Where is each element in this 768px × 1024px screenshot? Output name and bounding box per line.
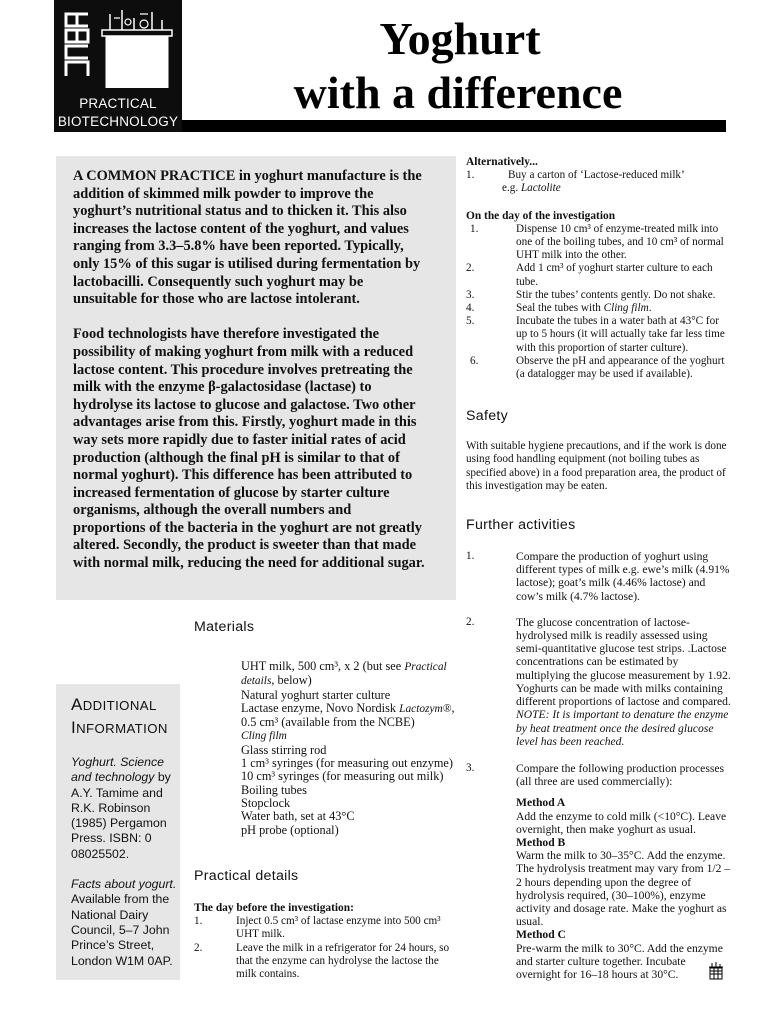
list-item: Glass stirring rod xyxy=(241,742,327,757)
further-activities-heading: Further activities xyxy=(466,517,576,534)
end-mark-icon xyxy=(708,962,724,980)
list-item: 3. Stir the tubes’ contents gently. Do not shake. xyxy=(466,288,716,301)
method-c-text: Pre-warm the milk to 30°C. Add the enzyme and starter culture together. Incubate overnight for 16–18 hours at 30°C. xyxy=(516,941,723,981)
additional-info-box xyxy=(56,684,180,980)
list-item: Cling film xyxy=(241,730,287,743)
practical-section xyxy=(194,902,458,981)
alternatively-item: 1. Buy a carton of ‘Lactose-reduced milk’ e.g. Lactolite xyxy=(466,169,685,195)
list-item: UHT milk, 500 cm³, x 2 (but see Practical details, below) xyxy=(241,659,447,688)
reference-1: Yoghurt. Science and technology by A.Y. Tamime and R.K. Robinson (1985) Pergamon Press. ISBN: 0 08025502. xyxy=(71,755,171,861)
list-item: Natural yoghurt starter culture xyxy=(241,687,391,702)
method-a-text: Add the enzyme to cold milk (<10°C). Leave overnight, then make yoghurt as usual. xyxy=(516,809,727,836)
list-item: 2. Leave the milk in a refrigerator for 24 hours, so that the enzyme can hydrolyse the lactose the milk contains. xyxy=(194,941,450,981)
method-b-heading: Method B xyxy=(516,835,566,849)
list-item: 2. Add 1 cm³ of yoghurt starter culture to each tube. xyxy=(466,262,713,288)
page-title-line1: Yoghurt xyxy=(379,13,541,64)
right-column xyxy=(466,156,732,981)
list-item: Water bath, set at 43°C xyxy=(241,809,355,824)
title-rule xyxy=(182,120,726,132)
alternatively-heading: Alternatively... xyxy=(466,156,538,168)
ncbe-logo xyxy=(54,0,182,132)
practical-heading: Practical details xyxy=(194,868,299,884)
logo-biotechnology: BIOTECHNOLOGY xyxy=(57,114,179,129)
additional-info-heading: ADDITIONAL INFORMATION xyxy=(71,695,168,737)
safety-text: With suitable hygiene precautions, and if the work is done using food handling equipment (not boiling tubes as specified above) in a food preparation area, the product of this investigation may be eaten. xyxy=(466,440,727,492)
list-item: 1. Inject 0.5 cm³ of lactase enzyme into 500 cm³ UHT milk. xyxy=(194,915,441,941)
list-item: 1. Compare the production of yoghurt using different types of milk e.g. ewe’s milk (4.91% lactose); goat’s milk (4.46% lactose) and cow’s milk (4.7% lactose). xyxy=(466,550,730,603)
list-item: Stopclock xyxy=(241,795,291,810)
list-item: pH probe (optional) xyxy=(241,822,339,837)
list-item: Lactase enzyme, Novo Nordisk Lactozym®, 0.5 cm³ (available from the NCBE) xyxy=(241,700,455,730)
materials-list xyxy=(241,660,459,837)
list-item: 4. Seal the tubes with Cling film. xyxy=(466,302,652,315)
day-before-heading: The day before the investigation: xyxy=(194,902,354,914)
intro-box xyxy=(56,156,456,600)
ncbe-letters-logo xyxy=(62,10,92,80)
method-b-text: Warm the milk to 30–35°C. Add the enzyme. The hydrolysis treatment may vary from 1/2 – 2 hours depending upon the degree of hydrolysis required, (30–100%), enzyme activity and dosage rate. Make the yoghurt as usual. xyxy=(516,849,731,929)
list-item: 1 cm³ syringes (for measuring out enzyme) xyxy=(241,756,453,771)
list-item: 10 cm³ syringes (for measuring out milk) xyxy=(241,769,444,784)
list-item: 1. Dispense 10 cm³ of enzyme-treated milk into one of the boiling tubes, and 10 cm³ of normal UHT milk into the other. xyxy=(470,222,724,262)
further-activities-list xyxy=(466,550,732,981)
list-item: 2. The glucose concentration of lactose-hydrolysed milk is readily assessed using semi-quantitative glucose test strips. .Lactose concentrations can be estimated by multiplying the glucose measurement by 1.92. Yoghurts can be made with milks containing different proportions of lactose and compared. NOTE: It is important to denature the enzyme by heat treatment once the desired glucose level has been reached. xyxy=(466,615,731,748)
day-before-steps xyxy=(194,915,458,981)
safety-heading: Safety xyxy=(466,408,509,425)
on-the-day-steps xyxy=(466,223,732,381)
method-c-heading: Method C xyxy=(516,928,566,942)
lab-apparatus-icon xyxy=(100,8,174,88)
list-item: 6. Observe the pH and appearance of the yoghurt (a datalogger may be used if available). xyxy=(470,354,725,381)
list-item: 5. Incubate the tubes in a water bath at 43°C for up to 5 hours (it will actually take far less time with this proportion of starter culture). xyxy=(466,315,725,354)
page-title-line2: with a difference xyxy=(293,67,623,118)
reference-2: Facts about yogurt. Available from the National Dairy Council, 5–7 John Prince’s Street, London W1M 0AP. xyxy=(71,877,177,968)
intro-paragraph-1: A COMMON PRACTICE in yoghurt manufacture is the addition of skimmed milk powder to improve the yoghurt’s nutritional status and to thicken it. This also increases the lactose content of the yoghurt, and values ranging from 3.3–5.8% have been reported. Typically, only 15% of this sugar is utilised during fermentation by lactobacilli. Consequently such yoghurt may be unsuitable for those who are lactose intolerant. xyxy=(73,168,422,308)
materials-heading: Materials xyxy=(194,619,255,635)
list-item: Boiling tubes xyxy=(241,782,307,797)
intro-paragraph-2: Food technologists have therefore investigated the possibility of making yoghurt from milk with a reduced lactose content. This procedure involves pretreating the milk with the enzyme β-galactosidase (lactase) to hydrolyse its lactose to glucose and galactose. Two other advantages arise from this. Firstly, yoghurt made in this way sets more rapidly due to faster initial rates of acid production (although the final pH is similar to that of normal yoghurt). This difference has been attributed to increased fermentation of glucose by starter culture organisms, although the overall numbers and proportions of the bacteria in the yoghurt are not greatly altered. Secondly, the product is sweeter than that made with normal milk, reducing the need for additional sugar. xyxy=(73,326,425,572)
list-item: 3. Compare the following production processes (all three are used commercially): Method A Add the enzyme to cold milk (<10°C). Leave overnight, then make yoghurt as usual. Method B Warm the milk to 30–35°C. Add the enzyme. The hydrolysis treatment may vary from 1/2 – 2 hours depending upon the degree of hydrolysis required, (30–100%), enzyme activity and dosage rate. Make the yoghurt as usual. Method C Pre-warm the milk to 30°C. Add the enzyme and starter culture together. Incubate overnight for 16–18 hours at 30°C. xyxy=(466,761,731,981)
on-the-day-heading: On the day of the investigation xyxy=(466,209,616,222)
logo-practical: PRACTICAL xyxy=(79,96,157,111)
method-a-heading: Method A xyxy=(516,796,566,810)
